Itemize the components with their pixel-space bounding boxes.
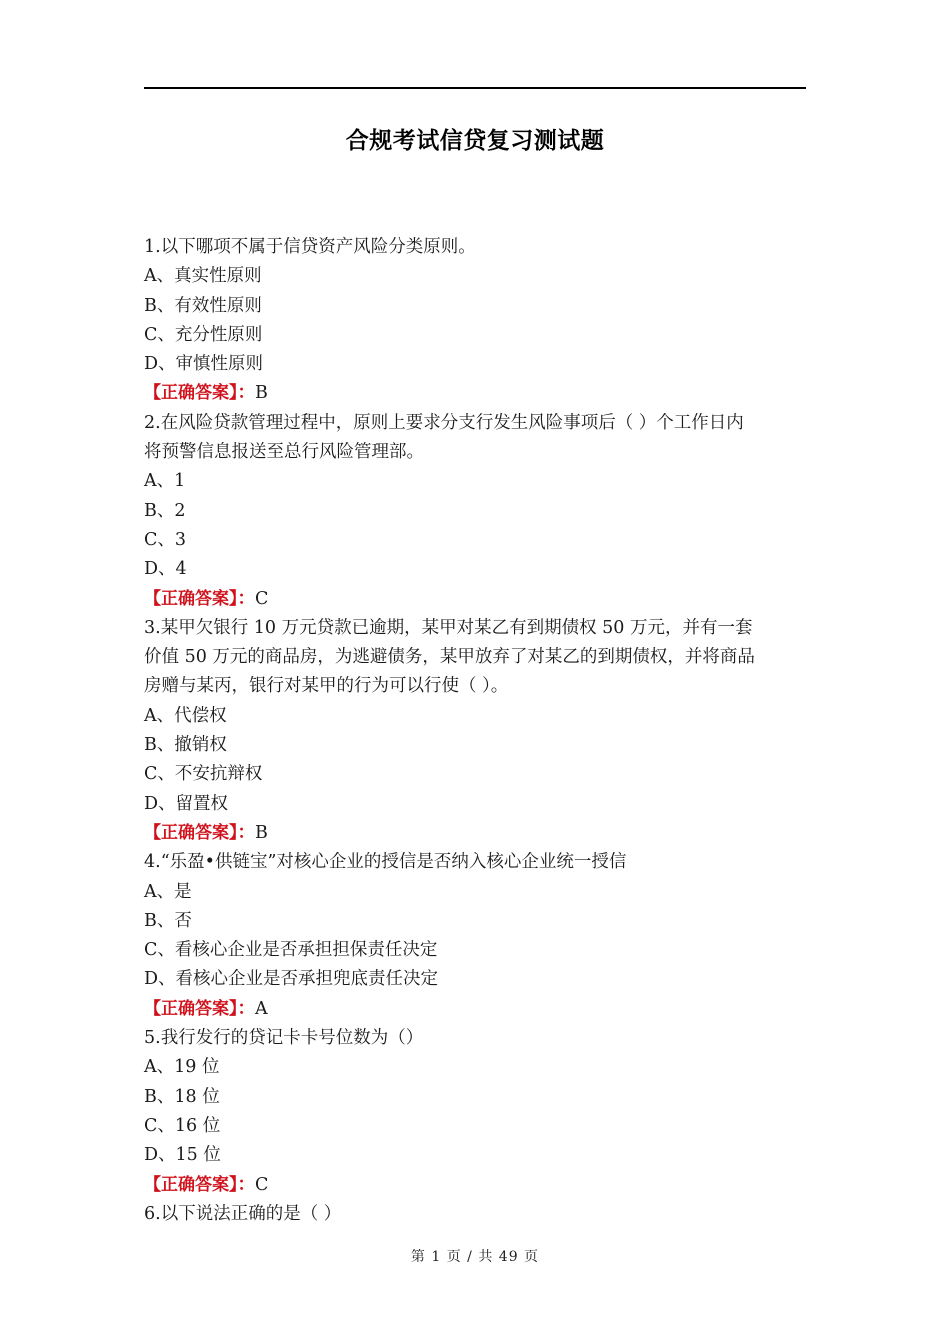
option-item: D、15 位	[144, 1145, 221, 1166]
question-block	[144, 848, 808, 1024]
question-text: 1.以下哪项不属于信贷资产风险分类原则。	[144, 237, 476, 257]
question-text: 房赠与某丙，银行对某甲的行为可以行使（ ）。	[144, 676, 509, 697]
header-rule	[144, 87, 806, 89]
answer-line	[144, 1171, 808, 1200]
option-item: B、2	[144, 500, 186, 521]
question-text: 6.以下说法正确的是（ ）	[144, 1203, 342, 1224]
question-block	[144, 1024, 808, 1200]
question-block	[144, 614, 808, 848]
option-item: C、16 位	[144, 1115, 221, 1136]
answer-label: 【正确答案】	[144, 383, 238, 404]
answer-line	[144, 819, 808, 848]
option-item: B、有效性原则	[144, 295, 262, 316]
option-item: C、3	[144, 529, 187, 550]
option-item: D、留置权	[144, 793, 229, 814]
question-block	[144, 233, 808, 409]
option-item: C、充分性原则	[144, 324, 263, 345]
answer-line	[144, 995, 808, 1024]
answer-line	[144, 379, 808, 408]
option-item: B、18 位	[144, 1086, 220, 1107]
question-text: 将预警信息报送至总行风险管理部。	[144, 442, 424, 463]
option-item: C、不安抗辩权	[144, 764, 263, 785]
answer-value: C	[255, 588, 269, 609]
question-block	[144, 409, 808, 614]
answer-value: B	[255, 383, 268, 404]
option-item: A、是	[144, 881, 192, 902]
question-list	[144, 233, 808, 1229]
answer-separator: ：	[237, 383, 255, 404]
answer-separator: ：	[237, 822, 255, 843]
question-text: 价值 50 万元的商品房，为逃避债务，某甲放弃了对某乙的到期债权，并将商品	[144, 647, 755, 668]
option-item: A、19 位	[144, 1057, 220, 1078]
answer-line	[144, 585, 808, 614]
option-item: A、代偿权	[144, 705, 227, 726]
answer-separator: ：	[237, 588, 255, 609]
option-item: D、4	[144, 559, 187, 580]
answer-label: 【正确答案】	[144, 1174, 238, 1195]
option-item: B、否	[144, 910, 192, 931]
option-item: D、看核心企业是否承担兜底责任决定	[144, 969, 439, 990]
question-text: 4.“乐盈•供链宝”对核心企业的授信是否纳入核心企业统一授信	[144, 852, 627, 873]
answer-value: B	[255, 822, 268, 843]
answer-value: C	[255, 1174, 269, 1195]
question-text: 3.某甲欠银行 10 万元贷款已逾期，某甲对某乙有到期债权 50 万元，并有一套	[144, 617, 753, 638]
answer-separator: ：	[237, 1174, 255, 1195]
question-text: 2.在风险贷款管理过程中，原则上要求分支行发生风险事项后（ ）个工作日内	[144, 412, 744, 433]
answer-label: 【正确答案】	[144, 998, 238, 1019]
answer-label: 【正确答案】	[144, 822, 238, 843]
page-footer: 第 1 页 / 共 49 页	[410, 1249, 540, 1265]
answer-label: 【正确答案】	[144, 588, 238, 609]
question-block	[144, 1200, 808, 1229]
option-item: C、看核心企业是否承担担保责任决定	[144, 940, 438, 961]
document-title: 合规考试信贷复习测试题	[345, 128, 605, 154]
option-item: A、真实性原则	[144, 266, 262, 287]
option-item: A、1	[144, 471, 186, 492]
option-item: D、审慎性原则	[144, 354, 264, 375]
answer-separator: ：	[237, 998, 255, 1019]
option-item: B、撤销权	[144, 735, 227, 756]
question-text: 5.我行发行的贷记卡卡号位数为（）	[144, 1028, 424, 1049]
answer-value: A	[255, 998, 268, 1019]
